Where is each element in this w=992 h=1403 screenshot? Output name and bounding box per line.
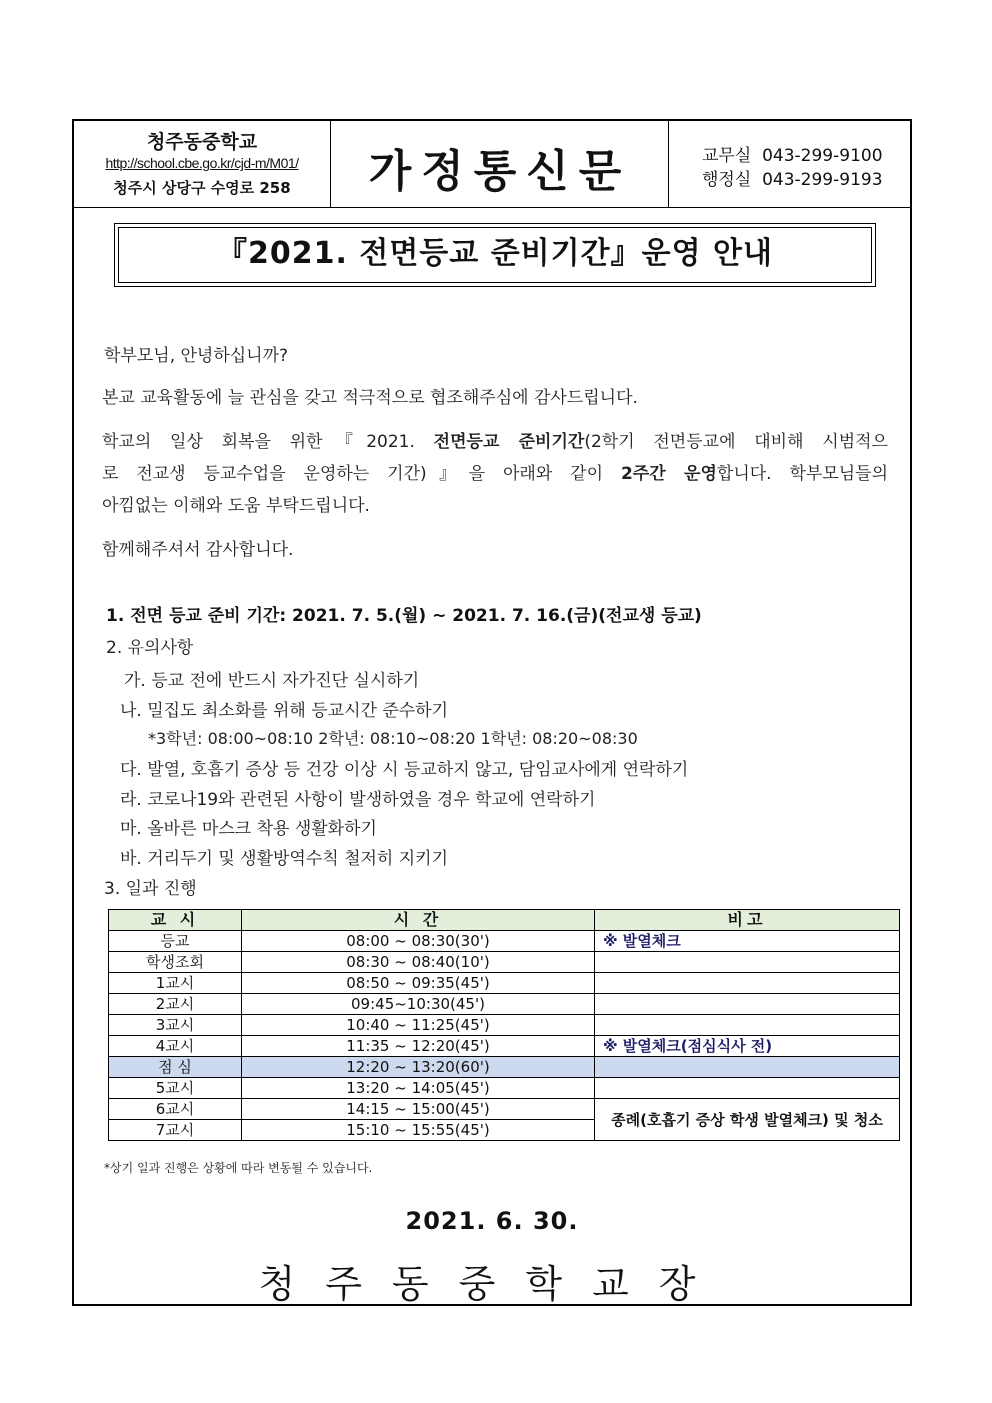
time-cell: 10:40 ~ 11:25(45') — [242, 1015, 595, 1036]
caution-item: 바. 거리두기 및 생활방역수칙 철저히 지키기 — [120, 849, 449, 869]
closing-line: 함께해주셔서 감사합니다. — [102, 540, 294, 560]
table-row — [109, 952, 900, 973]
school-url-link[interactable]: http://school.cbe.go.kr/cjd-m/M01/ — [105, 155, 299, 171]
time-cell: 12:20 ~ 13:20(60') — [242, 1057, 595, 1078]
period-cell: 점 심 — [109, 1057, 242, 1078]
issue-date: 2021. 6. 30. — [405, 1207, 579, 1235]
contact-box — [670, 121, 910, 207]
phone-number: 043-299-9193 — [762, 170, 883, 190]
col-header-note: 비고 — [595, 910, 900, 931]
period-cell: 3교시 — [109, 1015, 242, 1036]
phone-label: 행정실 — [702, 170, 752, 190]
note-cell — [595, 952, 900, 973]
title-box — [332, 121, 669, 207]
arrival-times: *3학년: 08:00~08:10 2학년: 08:10~08:20 1학년: 08:20~08:30 — [148, 729, 638, 748]
section-2-title: 2. 유의사항 — [106, 638, 194, 658]
period-cell: 7교시 — [109, 1120, 242, 1141]
caution-item: 나. 밀집도 최소화를 위해 등교시간 준수하기 — [120, 701, 449, 721]
time-cell: 15:10 ~ 15:55(45') — [242, 1120, 595, 1141]
document-frame — [72, 119, 912, 1306]
time-cell: 08:50 ~ 09:35(45') — [242, 973, 595, 994]
period-cell: 등교 — [109, 931, 242, 952]
thanks-line: 본교 교육활동에 늘 관심을 갖고 적극적으로 협조해주심에 감사드립니다. — [102, 388, 638, 408]
body-emphasis: 2주간 운영 — [620, 464, 717, 484]
note-cell: ※ 발열체크 — [595, 931, 900, 952]
note-cell — [595, 1078, 900, 1099]
table-row — [109, 1015, 900, 1036]
phone-admin — [702, 165, 883, 190]
notice-banner — [114, 223, 876, 287]
schedule-footnote: *상기 일과 진행은 상황에 따라 변동될 수 있습니다. — [104, 1161, 373, 1175]
phone-office — [702, 141, 883, 166]
period-cell: 4교시 — [109, 1036, 242, 1057]
body-line-3: 아낌없는 이해와 도움 부탁드립니다. — [102, 496, 370, 516]
table-row — [109, 973, 900, 994]
table-row — [109, 994, 900, 1015]
table-header-row — [109, 910, 900, 931]
body-emphasis: 전면등교 준비기간 — [433, 432, 585, 452]
caution-item: 다. 발열, 호흡기 증상 등 건강 이상 시 등교하지 않고, 담임교사에게 연락하기 — [120, 760, 689, 780]
time-cell: 11:35 ~ 12:20(45') — [242, 1036, 595, 1057]
table-row — [109, 931, 900, 952]
caution-item: 마. 올바른 마스크 착용 생활화하기 — [120, 819, 377, 839]
principal-signature: 청주동중학교장 — [258, 1262, 726, 1306]
time-cell: 13:20 ~ 14:05(45') — [242, 1078, 595, 1099]
newsletter-title: 가정통신문 — [368, 146, 632, 197]
header — [74, 121, 910, 208]
time-cell: 08:00 ~ 08:30(30') — [242, 931, 595, 952]
body-line-2 — [102, 459, 888, 484]
note-cell — [595, 973, 900, 994]
greeting: 학부모님, 안녕하십니까? — [104, 346, 289, 366]
section-1-period: 1. 전면 등교 준비 기간: 2021. 7. 5.(월) ~ 2021. 7. 16.(금)(전교생 등교) — [106, 606, 702, 626]
school-address: 청주시 상당구 수영로 258 — [113, 179, 291, 197]
period-cell: 1교시 — [109, 973, 242, 994]
body-text: 로 전교생 등교수업을 운영하는 기간)』을 아래와 같이 — [102, 464, 621, 484]
body-text: 합니다. 학부모님들의 — [716, 464, 889, 484]
section-3-title: 3. 일과 진행 — [104, 879, 197, 899]
body-text: 학교의 일상 회복을 위한『2021. — [102, 432, 434, 452]
col-header-time: 시 간 — [242, 910, 595, 931]
notice-title: 『2021. 전면등교 준비기간』운영 안내 — [118, 227, 872, 283]
table-row — [109, 1036, 900, 1057]
note-cell — [595, 1057, 900, 1078]
note-cell — [595, 1015, 900, 1036]
note-cell: ※ 발열체크(점심식사 전) — [595, 1036, 900, 1057]
col-header-period: 교 시 — [109, 910, 242, 931]
body-text: (2학기 전면등교에 대비해 시범적으 — [584, 432, 888, 452]
phone-label: 교무실 — [702, 146, 752, 166]
school-info — [74, 121, 331, 207]
body-line-1 — [102, 427, 888, 452]
table-row — [109, 1099, 900, 1120]
phone-number: 043-299-9100 — [762, 146, 883, 166]
caution-item: 가. 등교 전에 반드시 자가진단 실시하기 — [124, 671, 420, 691]
time-cell: 08:30 ~ 08:40(10') — [242, 952, 595, 973]
school-name: 청주동중학교 — [146, 131, 258, 153]
period-cell: 2교시 — [109, 994, 242, 1015]
period-cell: 학생조회 — [109, 952, 242, 973]
time-cell: 09:45~10:30(45') — [242, 994, 595, 1015]
period-cell: 5교시 — [109, 1078, 242, 1099]
caution-item: 라. 코로나19와 관련된 사항이 발생하였을 경우 학교에 연락하기 — [120, 790, 596, 810]
time-cell: 14:15 ~ 15:00(45') — [242, 1099, 595, 1120]
schedule-table — [108, 909, 900, 1141]
table-row — [109, 1078, 900, 1099]
note-cell-merged: 종례(호흡기 증상 학생 발열체크) 및 청소 — [595, 1099, 900, 1141]
table-row-lunch — [109, 1057, 900, 1078]
period-cell: 6교시 — [109, 1099, 242, 1120]
note-cell — [595, 994, 900, 1015]
